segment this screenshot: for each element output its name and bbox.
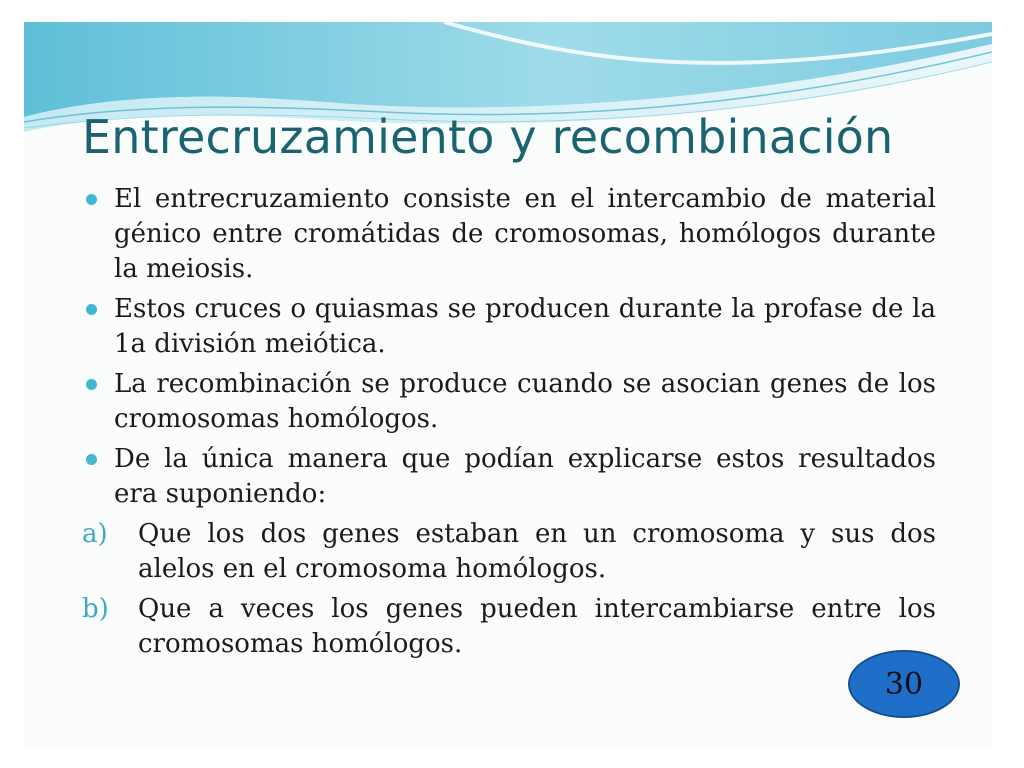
bullet-item <box>84 292 936 362</box>
slide-title: Entrecruzamiento y recombinación <box>82 110 894 164</box>
list-marker: a) <box>82 519 108 549</box>
round-bullet-icon <box>86 379 97 390</box>
lettered-text: Que a veces los genes pueden intercambiarse entre los cromosomas homólogos. <box>138 594 936 659</box>
page-number-badge: 30 <box>848 650 960 718</box>
bullet-item <box>84 367 936 437</box>
lettered-text: Que los dos genes estaban en un cromosoma y sus dos alelos en el cromosoma homólogos. <box>138 519 936 584</box>
bullet-text: El entrecruzamiento consiste en el intercambio de material génico entre cromátidas de cromosomas, homólogos durante la meiosis. <box>114 184 936 284</box>
bullet-text: La recombinación se produce cuando se asocian genes de los cromosomas homólogos. <box>114 369 936 434</box>
round-bullet-icon <box>86 304 97 315</box>
lettered-item <box>84 592 936 662</box>
bullet-text: De la única manera que podían explicarse estos resultados era suponiendo: <box>114 444 936 509</box>
bullet-text: Estos cruces o quiasmas se producen durante la profase de la 1a división meiótica. <box>114 294 936 359</box>
bullet-item <box>84 442 936 512</box>
lettered-item <box>84 517 936 587</box>
bullet-item <box>84 182 936 287</box>
slide <box>24 22 992 750</box>
round-bullet-icon <box>86 454 97 465</box>
round-bullet-icon <box>86 194 97 205</box>
slide-content <box>84 182 936 667</box>
list-marker: b) <box>82 594 109 624</box>
